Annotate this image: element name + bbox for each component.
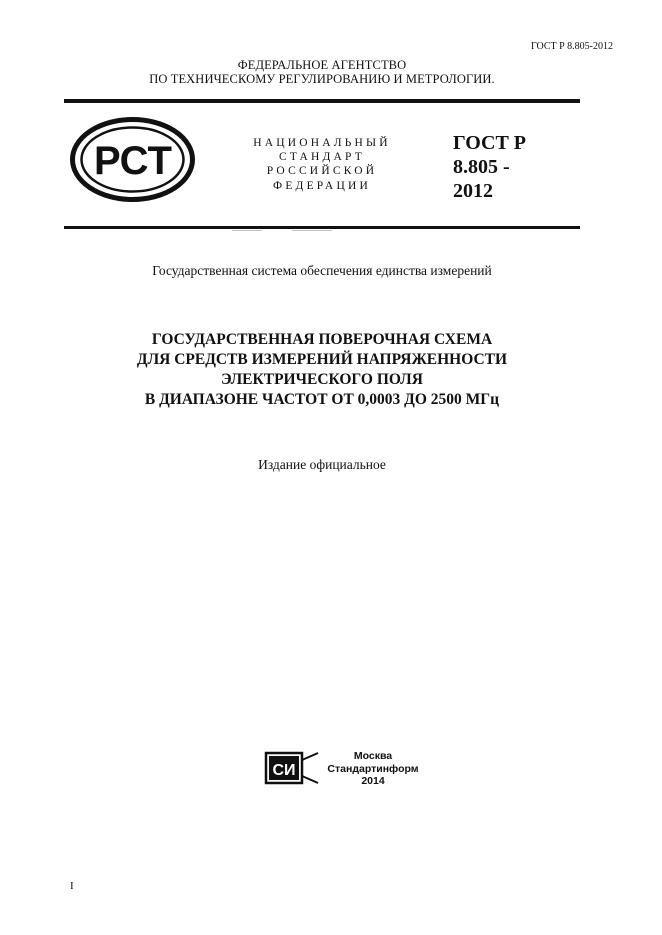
standard-label-line-1: НАЦИОНАЛЬНЫЙ	[253, 137, 391, 149]
rst-logo-icon	[69, 116, 196, 203]
standard-label-line-3: РОССИЙСКОЙ	[266, 165, 378, 178]
gost-number-line-3: 2012	[453, 180, 493, 202]
title-line-4: В ДИАПАЗОНЕ ЧАСТОТ ОТ 0,0003 ДО 2500 МГц	[144, 391, 500, 408]
document-title	[64, 330, 580, 410]
gost-number	[453, 131, 526, 203]
publisher-year: 2014	[361, 775, 385, 787]
system-title: Государственная система обеспечения единства измерений	[152, 263, 492, 278]
title-line-1: ГОСУДАРСТВЕННАЯ ПОВЕРОЧНАЯ СХЕМА	[151, 331, 493, 348]
publisher-block	[322, 750, 424, 788]
agency-line-2: ПО ТЕХНИЧЕСКОМУ РЕГУЛИРОВАНИЮ И МЕТРОЛОГИИ.	[149, 72, 495, 86]
publisher-name: Стандартинформ	[327, 762, 419, 775]
scan-artifact	[232, 229, 332, 232]
edition-note: Издание официальное	[258, 457, 386, 472]
publisher-city: Москва	[353, 750, 393, 762]
agency-line-1: ФЕДЕРАЛЬНОЕ АГЕНТСТВО	[237, 58, 407, 72]
page-number: I	[70, 880, 74, 892]
gost-number-line-2: 8.805 -	[453, 156, 510, 178]
top-divider	[64, 99, 580, 103]
agency-heading	[64, 58, 580, 86]
logo-lettering: РСТ	[93, 139, 173, 183]
title-line-2: ДЛЯ СРЕДСТВ ИЗМЕРЕНИЙ НАПРЯЖЕННОСТИ	[136, 351, 508, 368]
standard-label-line-4: ФЕДЕРАЦИИ	[273, 179, 371, 192]
publisher-logo-lettering: СИ	[272, 762, 296, 779]
standartinform-logo-icon	[264, 750, 322, 786]
standard-label-line-2: СТАНДАРТ	[278, 151, 366, 164]
title-line-3: ЭЛЕКТРИЧЕСКОГО ПОЛЯ	[221, 371, 423, 388]
national-standard-label	[232, 136, 412, 193]
document-code: ГОСТ Р 8.805-2012	[530, 41, 613, 52]
gost-number-line-1: ГОСТ Р	[453, 132, 527, 154]
